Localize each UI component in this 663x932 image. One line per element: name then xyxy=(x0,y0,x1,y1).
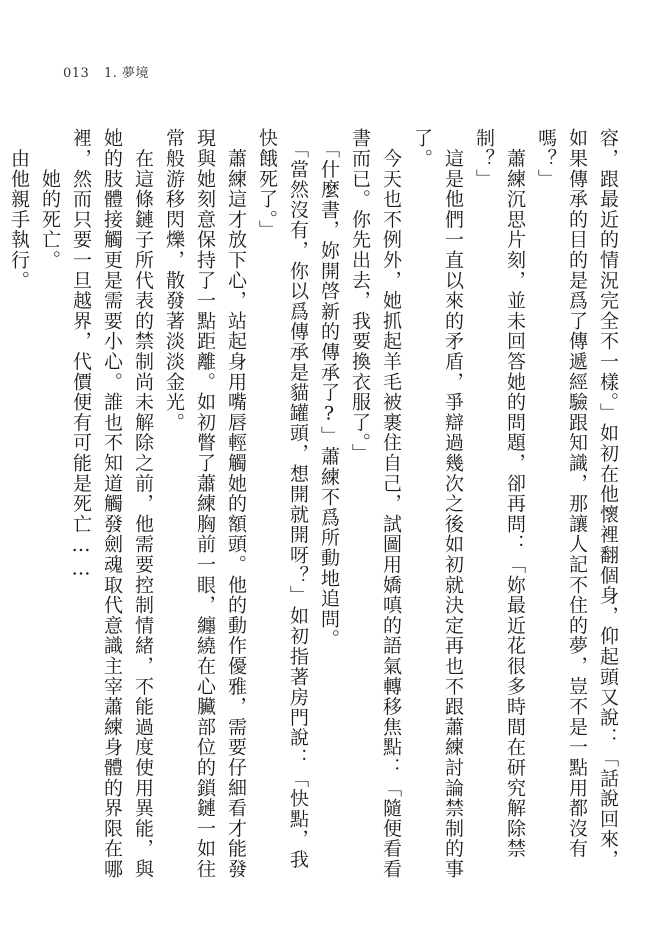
running-header xyxy=(63,62,149,81)
paragraph-4 xyxy=(344,128,406,888)
paragraph-8 xyxy=(65,128,158,888)
paragraph-5-text: 「什麼書，妳開啓新的傳承了?」蕭練不爲所動地追問。 xyxy=(318,148,340,650)
paragraph-10-text: 由他親手執行。 xyxy=(8,148,30,291)
paragraph-6-text: 「當然沒有，你以爲傳承是貓罐頭，想開就開呀？」如初指著房門說：「快點，我快餓死了。」 xyxy=(256,128,309,870)
paragraph-2 xyxy=(468,128,530,888)
page-number: 013 xyxy=(63,66,90,81)
paragraph-5 xyxy=(313,128,344,888)
paragraph-1-text: 容，跟最近的情況完全不一樣。」如初在他懷裡翻個身，仰起頭又說：「話說回來，如果傳承的目的是爲了傳遞經驗跟知識，那讓人記不住的夢，豈不是一點用都沒有嗎？」 xyxy=(535,128,619,870)
chapter-title: 1. 夢境 xyxy=(103,66,150,81)
paragraph-3 xyxy=(406,128,468,888)
paragraph-7-text: 蕭練這才放下心，站起身用嘴唇輕觸她的額頭。他的動作優雅，需要仔細看才能發現與她刻意保持了一點距離。如初瞥了蕭練胸前一眼，纏繞在心臟部位的鎖鏈一如往常般游移閃爍，散發著淡淡金光。 xyxy=(163,128,247,880)
paragraph-4-text: 今天也不例外，她抓起羊毛被裹住自己，試圖用嬌嗔的語氣轉移焦點：「隨便看看書而已。你先出去，我要換衣服了。」 xyxy=(349,128,402,880)
body-text xyxy=(3,128,623,888)
paragraph-10 xyxy=(3,128,34,888)
paragraph-3-text: 這是他們一直以來的矛盾，爭辯過幾次之後如初就決定再也不跟蕭練討論禁制的事了。 xyxy=(411,128,464,880)
paragraph-8-text: 在這條鏈子所代表的禁制尚未解除之前，他需要控制情緒，不能過度使用異能，與她的肢體接觸更是需要小心。誰也不知道觸發劍魂取代意識主宰蕭練身體的界限在哪裡，然而只要一旦越界，代價便有可能是死亡…… xyxy=(70,128,154,880)
paragraph-6 xyxy=(251,128,313,888)
paragraph-9 xyxy=(34,128,65,888)
paragraph-7 xyxy=(158,128,251,888)
paragraph-1 xyxy=(530,128,623,888)
paragraph-2-text: 蕭練沉思片刻，並未回答她的問題，卻再問：「妳最近花很多時間在研究解除禁制？」 xyxy=(473,128,526,859)
paragraph-9-text: 她的死亡。 xyxy=(39,168,61,271)
